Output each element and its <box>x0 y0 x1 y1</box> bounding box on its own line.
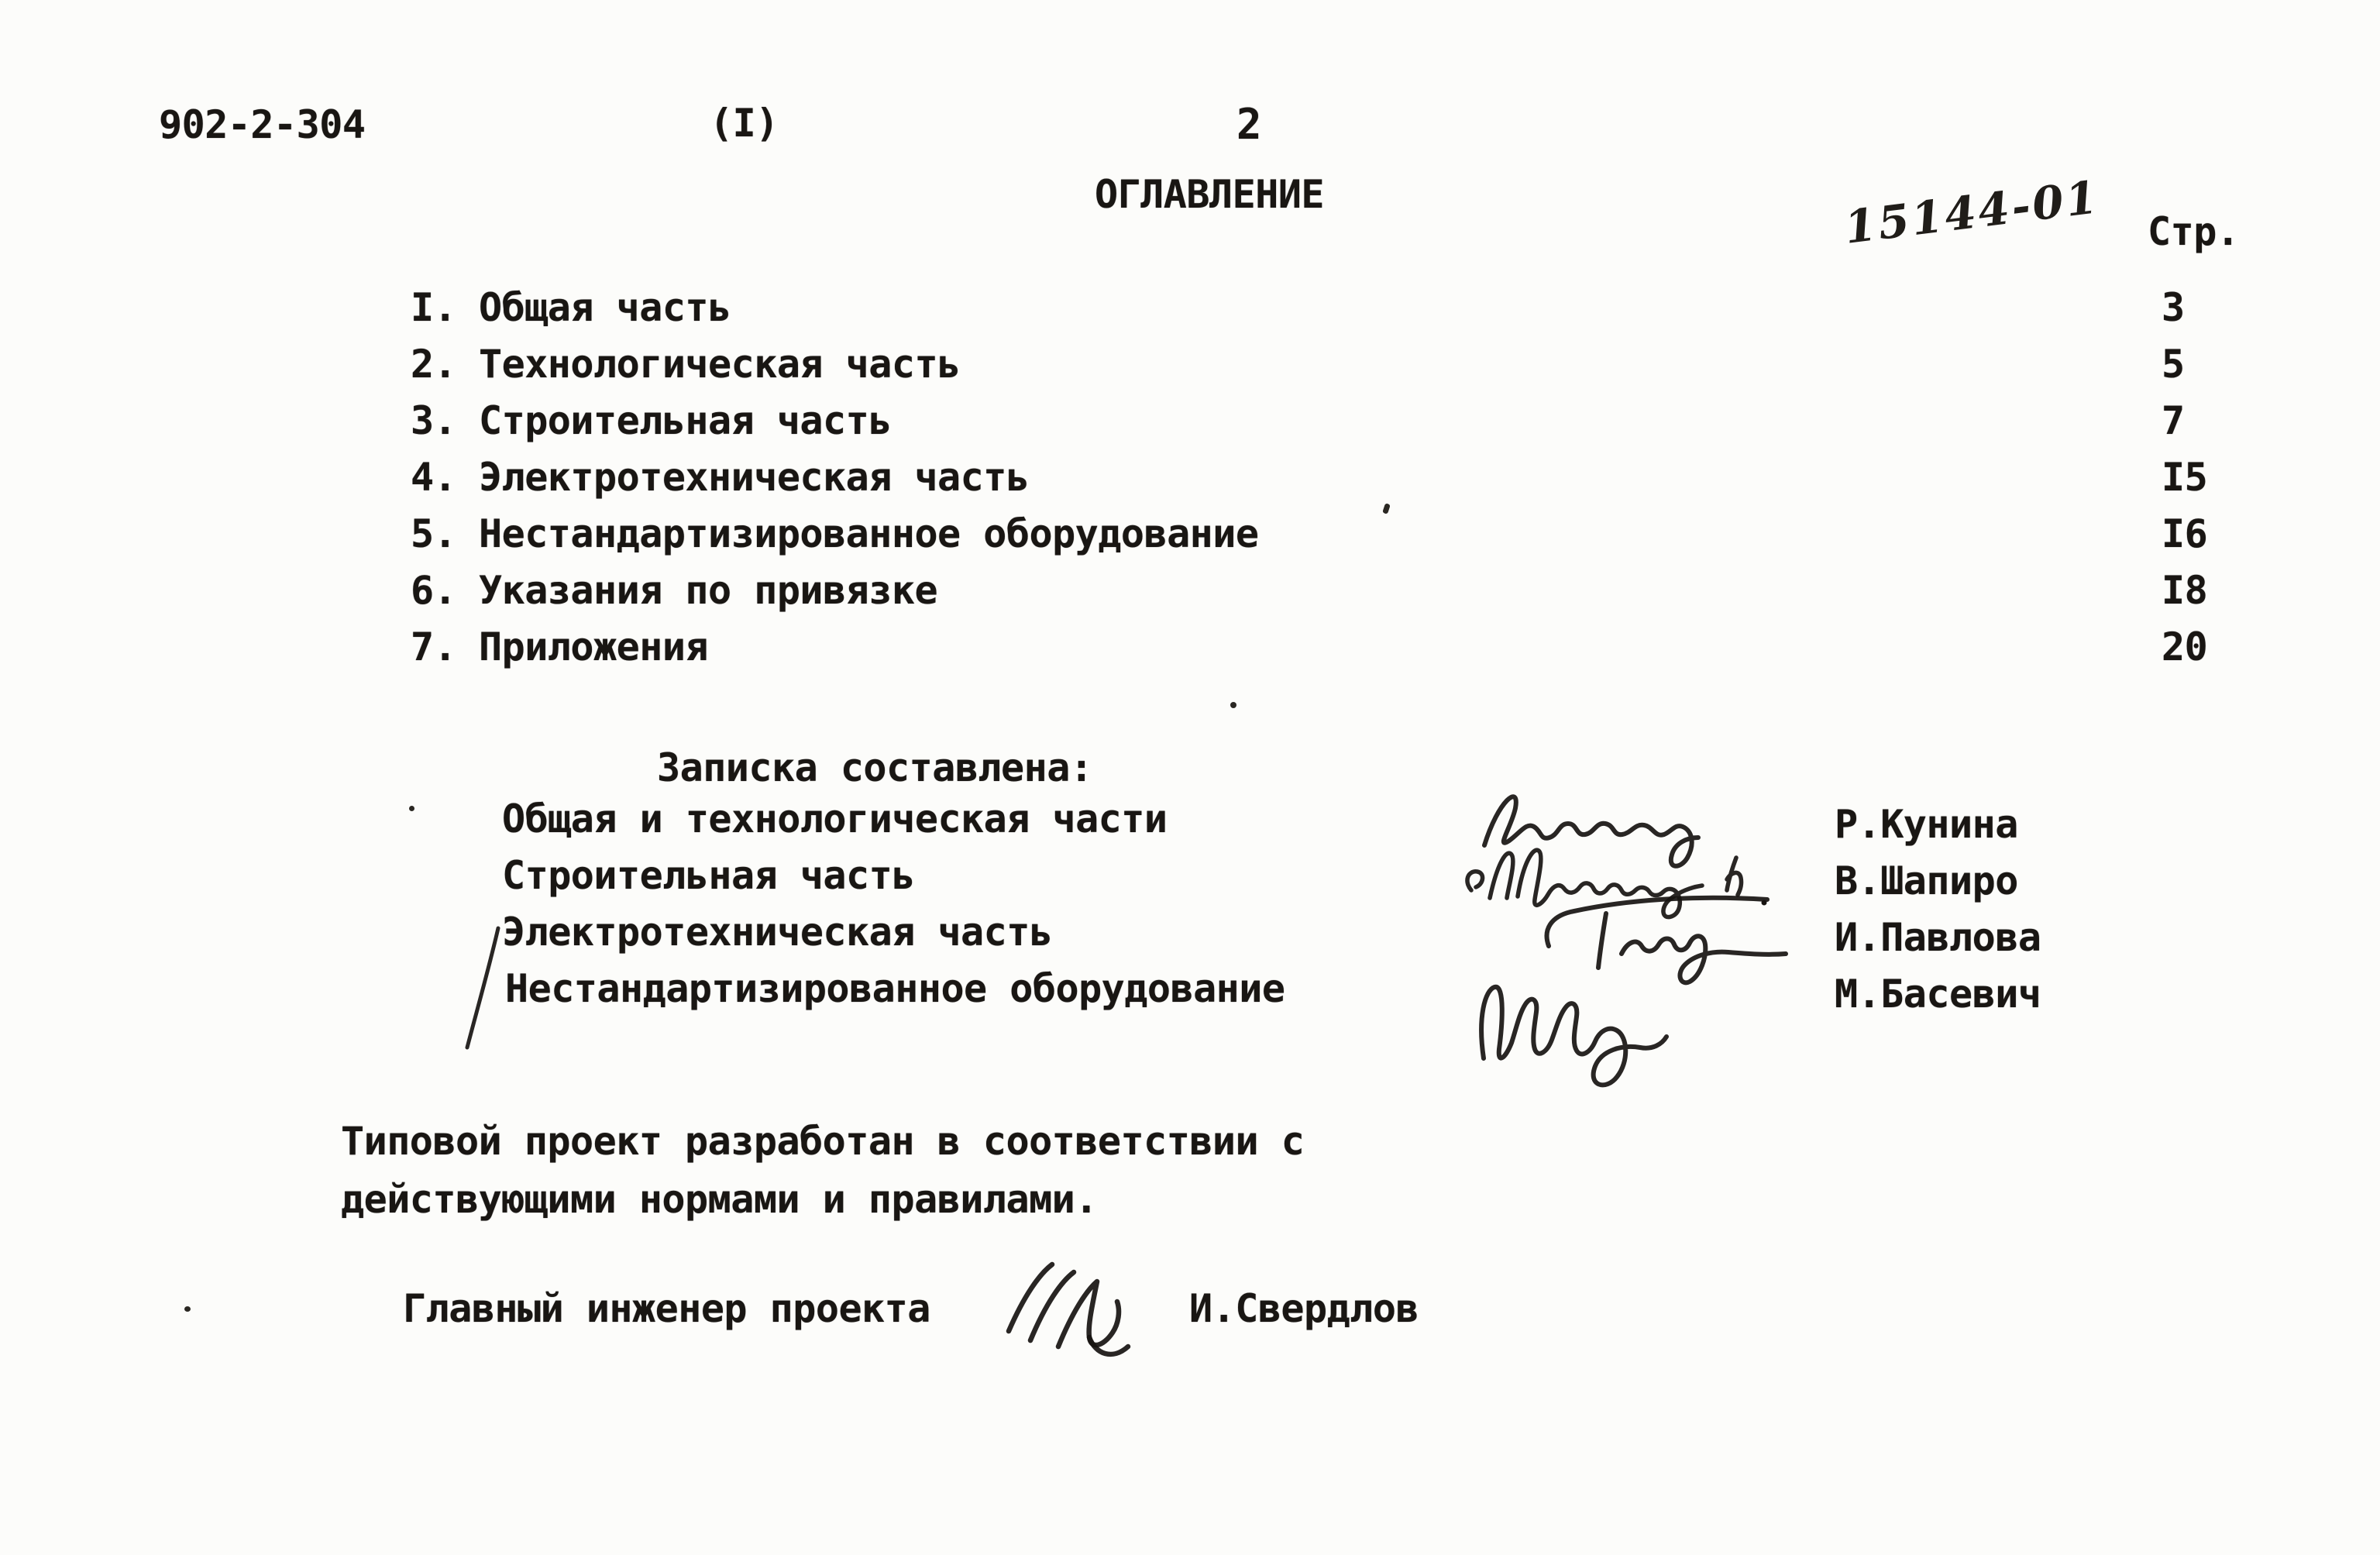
note-part: Электротехническая часть <box>502 910 1053 955</box>
sheet-mark: (I) <box>710 101 779 146</box>
toc-item-number: 5. <box>411 511 457 556</box>
toc-item-label: Электротехническая часть <box>479 455 1030 500</box>
handwritten-code: 15144-01 <box>1842 170 2103 254</box>
page-number: 2 <box>1236 100 1262 149</box>
chief-engineer-name: И.Свердлов <box>1189 1286 1419 1331</box>
scan-speck <box>184 1306 191 1312</box>
chief-engineer-label: Главный инженер проекта <box>403 1286 930 1331</box>
toc-item-number: 3. <box>411 398 457 443</box>
note-part: Общая и технологическая части <box>502 796 1168 841</box>
toc-item-label: Технологическая часть <box>479 342 961 387</box>
scan-speck <box>1230 702 1236 708</box>
toc-item-page: 3 <box>2162 285 2185 330</box>
toc-item-label: Указания по привязке <box>479 568 938 613</box>
note-author: И.Павлова <box>1835 915 2041 960</box>
page-title: ОГЛАВЛЕНИЕ <box>1095 172 1325 217</box>
toc-item-label: Нестандартизированное оборудование <box>479 511 1259 556</box>
compliance-text-line2: действующими нормами и правилами. <box>341 1177 1098 1222</box>
scan-speck <box>409 806 414 811</box>
compliance-text-line1: Типовой проект разработан в соответствии с <box>341 1119 1305 1164</box>
note-part: Строительная часть <box>502 853 915 898</box>
toc-item-page: I6 <box>2162 511 2208 556</box>
toc-item-label: Строительная часть <box>479 398 892 443</box>
note-author: Р.Кунина <box>1835 802 2018 847</box>
toc-item-number: 6. <box>411 568 457 613</box>
note-author: В.Шапиро <box>1835 858 2018 903</box>
note-part: Нестандартизированное оборудование <box>505 966 1285 1011</box>
signature-basevich <box>1468 968 1685 1096</box>
toc-item-page: 5 <box>2162 342 2185 387</box>
note-heading: Записка составлена: <box>657 745 1093 790</box>
handwritten-slash-mark <box>461 922 504 1054</box>
toc-item-number: 2. <box>411 342 457 387</box>
doc-number: 902-2-304 <box>159 102 366 147</box>
signature-sverdlov <box>985 1254 1140 1362</box>
note-author: М.Басевич <box>1835 972 2041 1017</box>
toc-item-number: I. <box>411 285 457 330</box>
toc-item-number: 7. <box>411 624 457 669</box>
toc-item-page: 20 <box>2162 624 2208 669</box>
toc-item-label: Приложения <box>479 624 709 669</box>
toc-item-page: 7 <box>2162 398 2185 443</box>
page-column-header: Стр. <box>2148 209 2240 254</box>
toc-item-page: I8 <box>2162 568 2208 613</box>
toc-item-number: 4. <box>411 455 457 500</box>
toc-item-label: Общая часть <box>479 285 731 330</box>
scan-speck <box>1382 503 1391 514</box>
toc-item-page: I5 <box>2162 455 2208 500</box>
